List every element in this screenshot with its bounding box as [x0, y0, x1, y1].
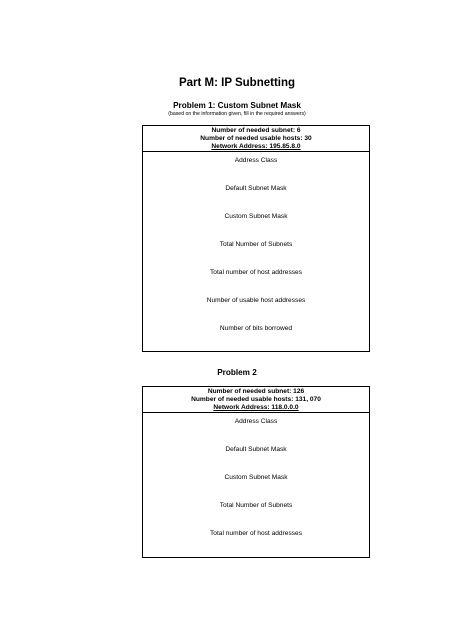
page-title: Part M: IP Subnetting: [178, 77, 296, 89]
problem1-header: [143, 126, 369, 152]
problem1-network-address: Network Address: 195.85.8.0: [211, 143, 301, 150]
problem1-total-hosts-field: Total number of host addresses: [210, 269, 302, 276]
problem1-usable-hosts-field: Number of usable host addresses: [206, 297, 306, 304]
problem2-network-address: Network Address: 118.0.0.0: [213, 404, 299, 411]
problem1-needed-hosts: Number of needed usable hosts: 30: [200, 135, 312, 142]
problem1-default-mask-field: Default Subnet Mask: [225, 185, 287, 192]
problem1-total-subnets-field: Total Number of Subnets: [219, 241, 293, 248]
problem1-bits-borrowed-field: Number of bits borrowed: [219, 325, 293, 332]
problem2-box: [142, 386, 370, 558]
problem2-needed-subnets: Number of needed subnet: 126: [207, 388, 305, 395]
problem2-address-class-field: Address Class: [234, 418, 278, 425]
problem2-custom-mask-field: Custom Subnet Mask: [224, 474, 288, 481]
problem1-subtitle: (based on the information given, fill in the required answers): [168, 111, 306, 117]
problem2-default-mask-field: Default Subnet Mask: [225, 446, 287, 453]
problem1-needed-subnets: Number of needed subnet: 6: [211, 127, 301, 134]
problem2-header: [143, 387, 369, 413]
problem2-total-subnets-field: Total Number of Subnets: [219, 502, 293, 509]
problem2-total-hosts-field: Total number of host addresses: [210, 530, 302, 537]
problem2-title: Problem 2: [217, 368, 257, 377]
problem2-needed-hosts: Number of needed usable hosts: 131, 070: [191, 396, 321, 403]
problem1-title: Problem 1: Custom Subnet Mask: [173, 101, 301, 110]
problem1-box: [142, 125, 370, 352]
problem1-address-class-field: Address Class: [234, 157, 278, 164]
problem1-custom-mask-field: Custom Subnet Mask: [224, 213, 288, 220]
